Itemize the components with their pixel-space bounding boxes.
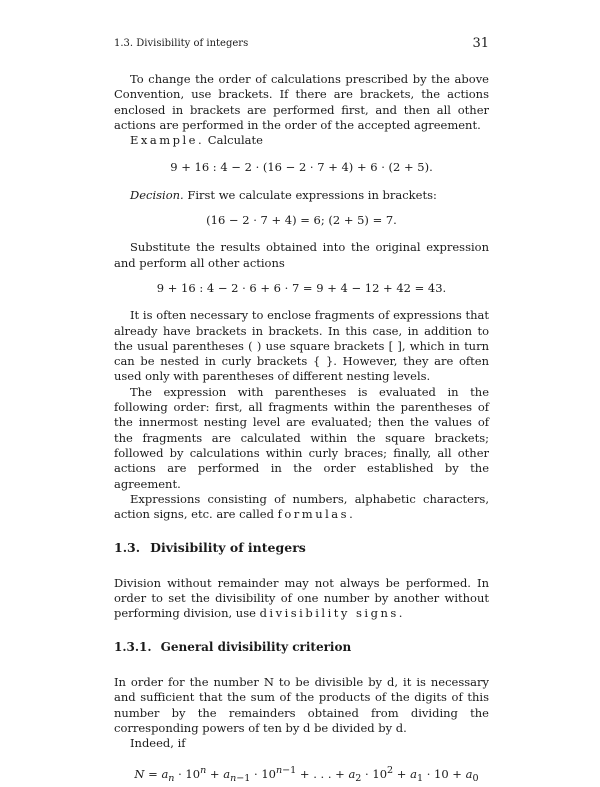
- decision-label: Decision.: [130, 187, 184, 202]
- divisibility-period: .: [398, 606, 403, 621]
- running-title: 1.3. Divisibility of integers: [114, 38, 249, 49]
- running-head: [114, 36, 489, 52]
- paragraph-evaluation-order: The expression with parentheses is evaluated in the following order: first, all fragments within the parentheses of the innermost nesting level are evaluated; then the values of the fragments are calculated within the square brackets; followed by calculations within curly braces; finally, all other actions are performed in the order established by the agreement.: [114, 384, 489, 491]
- formula-number-expansion: $N = a_n \cdot 10^n + a_{n-1} \cdot 10^{n-1}$ + . . . + $a_2 \cdot 10^2 + a_1 \cdot 10 + a_0$: [134, 765, 479, 785]
- divisibility-text: Division without remainder may not always be performed. In order to set the divisibility of one number by another without performing division, use: [114, 575, 489, 621]
- decision-line: [114, 188, 489, 203]
- paragraph-formulas: [114, 492, 489, 523]
- paragraph-divisibility: [114, 576, 489, 622]
- paragraph-brackets-intro: To change the order of calculations prescribed by the above Convention, use brackets. If there are brackets, the actions enclosed in brackets are performed first, and then all other actions are performed in the order of the accepted agreement.: [114, 72, 489, 132]
- example-label: Example.: [130, 133, 205, 148]
- page-number: 31: [472, 36, 489, 51]
- page: [114, 0, 489, 785]
- example-text: Calculate: [204, 133, 263, 148]
- formulas-text: Expressions consisting of numbers, alphabetic characters, action signs, etc. are called: [114, 491, 489, 522]
- formulas-period: .: [349, 507, 353, 522]
- paragraph-criterion: In order for the number N to be divisible by d, it is necessary and sufficient that the sum of the products of the digits of this number by the remainders obtained from dividing the corresponding powers of ten by d be divided by d.: [114, 674, 489, 735]
- paragraph-nested-brackets: It is often necessary to enclose fragments of expressions that already have brackets in brackets. In this case, in addition to the usual parentheses ( ) use square brackets [ ], which in turn can be nested in curly brackets { }. However, they are often used only with parentheses of different nesting levels.: [114, 308, 489, 384]
- subsection-title: General divisibility criterion: [160, 639, 352, 654]
- paragraph-indeed: Indeed, if: [130, 736, 186, 751]
- paragraph-substitute: Substitute the results obtained into the original expression and perform all other actions: [114, 240, 489, 270]
- subsection-number: 1.3.1.: [114, 639, 152, 654]
- subsection-heading: [114, 640, 489, 655]
- formulas-term: formulas: [277, 507, 350, 522]
- example-line: [114, 133, 489, 148]
- section-title: Divisibility of integers: [150, 540, 306, 556]
- section-number: 1.3.: [114, 540, 141, 556]
- formula-expression: 9 + 16 : 4 − 2 · (16 − 2 · 7 + 4) + 6 · (2 + 5).: [170, 160, 433, 175]
- body-text: [114, 72, 489, 787]
- formula-brackets: (16 − 2 · 7 + 4) = 6; (2 + 5) = 7.: [206, 213, 397, 228]
- section-heading: [114, 540, 489, 555]
- decision-text: First we calculate expressions in brackets:: [183, 187, 437, 202]
- divisibility-signs-term: divisibility signs: [259, 606, 399, 621]
- formula-result: 9 + 16 : 4 − 2 · 6 + 6 · 7 = 9 + 4 − 12 + 42 = 43.: [156, 280, 447, 295]
